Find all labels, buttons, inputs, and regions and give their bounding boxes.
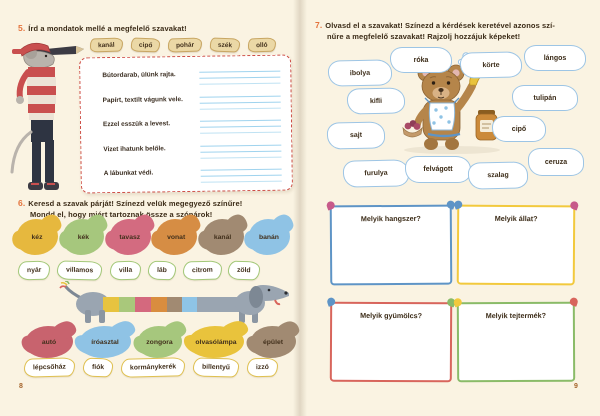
bear-nose bbox=[438, 88, 443, 92]
page-number-right: 9 bbox=[574, 383, 578, 390]
dachshund-illustration bbox=[53, 281, 290, 327]
dog-head bbox=[249, 285, 289, 308]
page-number-left: 8 bbox=[19, 383, 23, 390]
word-bubble-korte[interactable]: körte bbox=[460, 51, 523, 78]
colored-blob-row-1 bbox=[16, 219, 290, 255]
word-chip-cipo: cipő bbox=[130, 37, 160, 52]
question-box-label: Melyik gyümölcs? bbox=[360, 310, 423, 321]
white-blob-villa[interactable]: villa bbox=[109, 261, 141, 281]
colored-blob-kek bbox=[62, 219, 104, 255]
word-bubble-cipo[interactable]: cipő bbox=[492, 116, 546, 142]
sentence-row bbox=[102, 65, 280, 86]
mouse-tail bbox=[12, 132, 31, 172]
colored-blob-epulet bbox=[250, 326, 296, 358]
blob-label: autó bbox=[41, 338, 57, 346]
blob-label: íróasztal bbox=[91, 338, 119, 346]
exercise7-header bbox=[315, 20, 590, 42]
blob-label: zongora bbox=[146, 338, 173, 346]
colored-blob-zongora bbox=[137, 326, 182, 358]
word-chip-ollo: olló bbox=[248, 38, 276, 53]
word-chip-row bbox=[90, 38, 276, 52]
corner-pin-icon bbox=[453, 297, 463, 307]
exercise5-number: 5. bbox=[18, 23, 26, 33]
blob-label: olvasólámpa bbox=[195, 338, 237, 346]
word-bubble-roka[interactable]: róka bbox=[390, 47, 452, 73]
question-box-fruit[interactable] bbox=[330, 302, 452, 383]
corner-pin-icon bbox=[569, 200, 579, 210]
sentence-row bbox=[104, 163, 282, 184]
colored-blob-olvasolampa bbox=[188, 326, 244, 358]
exercise6-number: 6. bbox=[18, 198, 26, 208]
question-box-label: Melyik tejtermék? bbox=[485, 310, 547, 321]
corner-pin-icon bbox=[453, 199, 463, 209]
word-chip-szek: szék bbox=[210, 37, 241, 52]
blob-label: kék bbox=[77, 233, 90, 241]
word-bubble-tulipan[interactable]: tulipán bbox=[512, 85, 578, 111]
white-blob-lab[interactable]: láb bbox=[148, 261, 176, 281]
exercise5-title: Írd a mondatok mellé a megfelelő szavakat! bbox=[28, 24, 187, 33]
dog-colored-segments bbox=[103, 297, 197, 312]
blob-label: tavasz bbox=[119, 233, 141, 241]
question-box-dairy[interactable] bbox=[457, 302, 575, 383]
word-bubble-kifli[interactable]: kifli bbox=[347, 87, 406, 114]
corner-pin-icon bbox=[326, 200, 336, 210]
mouse-illustration bbox=[4, 40, 84, 198]
white-blob-billentyu[interactable]: billentyű bbox=[193, 357, 239, 377]
white-blob-row-1 bbox=[18, 261, 260, 280]
colored-blob-kez bbox=[16, 219, 58, 255]
bear-eye bbox=[432, 81, 435, 84]
writing-lines[interactable] bbox=[199, 65, 280, 85]
colored-blob-iroasztal bbox=[79, 326, 131, 358]
white-blob-nyar[interactable]: nyár bbox=[18, 261, 51, 281]
exercise6-title-line1: Keresd a szavak párját! Színezd velük megegyező színűre! bbox=[28, 199, 243, 208]
sentence-text: Ezzel esszük a levest. bbox=[102, 120, 171, 129]
corner-pin-icon bbox=[569, 297, 579, 307]
word-bubble-szalag[interactable]: szalag bbox=[468, 161, 529, 189]
mouse-arm bbox=[20, 72, 28, 98]
corner-pin-icon bbox=[326, 297, 336, 307]
exercise5-header bbox=[18, 23, 290, 35]
word-bubble-ibolya[interactable]: ibolya bbox=[328, 59, 393, 86]
word-bubble-langos[interactable]: lángos bbox=[524, 45, 586, 71]
word-chip-pohar: pohár bbox=[168, 37, 203, 52]
blob-label: kanál bbox=[213, 233, 232, 241]
sentence-row bbox=[103, 114, 281, 135]
white-blob-fiok[interactable]: fiók bbox=[83, 358, 114, 378]
colored-blob-tavasz bbox=[109, 219, 151, 255]
exercise7-title-line2: nűre a megfelelő szavakat! Rajzolj hozzájuk képeket! bbox=[327, 31, 521, 41]
exercise7-number: 7. bbox=[315, 20, 323, 30]
blob-label: banán bbox=[258, 233, 279, 241]
mouse-shoes bbox=[28, 182, 59, 190]
exercise6-title-line2: Mondd el, hogy miért tartoznak össze a szópárok! bbox=[30, 209, 213, 219]
white-blob-citrom[interactable]: citrom bbox=[182, 260, 221, 280]
question-box-label: Melyik állat? bbox=[494, 213, 538, 224]
sentence-row bbox=[103, 138, 281, 159]
colored-blob-kanal bbox=[202, 219, 244, 255]
writing-lines[interactable] bbox=[201, 163, 282, 183]
word-bubble-ceruza[interactable]: ceruza bbox=[528, 148, 584, 176]
dog-ear bbox=[249, 286, 263, 308]
bear-eye bbox=[447, 81, 450, 84]
sentence-text: Papírt, textilt vágunk vele. bbox=[102, 95, 183, 104]
white-blob-row-2 bbox=[24, 358, 278, 377]
blob-label: kéz bbox=[31, 233, 43, 241]
colored-blob-row-2 bbox=[25, 326, 296, 358]
sentence-text: Vizet ihatunk belőle. bbox=[103, 144, 166, 153]
colored-blob-banan bbox=[248, 219, 290, 255]
dog-nose bbox=[284, 291, 287, 294]
blob-label: vonat bbox=[167, 233, 186, 241]
sentence-text: A lábunkat védi. bbox=[103, 169, 154, 178]
white-blob-lepcsohaz[interactable]: lépcsőház bbox=[24, 357, 75, 377]
mouse-pants bbox=[31, 120, 54, 182]
word-chip-kanal: kanál bbox=[90, 37, 123, 52]
writing-lines[interactable] bbox=[200, 114, 281, 134]
exercise7-title-line1: Olvasd el a szavakat! Színezd a kérdések keretével azonos szí- bbox=[325, 21, 555, 30]
colored-blob-auto bbox=[25, 326, 73, 358]
word-bubble-furulya[interactable]: furulya bbox=[343, 159, 410, 187]
answer-card bbox=[79, 55, 293, 194]
white-blob-zold[interactable]: zöld bbox=[228, 261, 260, 281]
word-bubble-felvagott[interactable]: felvágott bbox=[405, 156, 471, 183]
writing-lines[interactable] bbox=[200, 138, 281, 158]
word-bubble-sajt[interactable]: sajt bbox=[327, 121, 386, 149]
question-box-label: Melyik hangszer? bbox=[360, 213, 421, 224]
dog-tongue bbox=[275, 300, 280, 304]
question-box-instrument[interactable] bbox=[330, 205, 453, 286]
sentence-text: Bútordarab, ülünk rajta. bbox=[102, 71, 176, 80]
white-blob-villamos[interactable]: villamos bbox=[57, 260, 103, 280]
white-blob-izzo[interactable]: izzó bbox=[247, 358, 278, 378]
sentence-row bbox=[103, 89, 281, 110]
blob-label: épület bbox=[262, 338, 284, 346]
mouse-shirt bbox=[27, 67, 56, 120]
white-blob-kormanykerek[interactable]: kormánykerék bbox=[121, 357, 186, 378]
question-box-animal[interactable] bbox=[457, 205, 576, 286]
dog-tail bbox=[60, 281, 83, 299]
colored-blob-vonat bbox=[155, 219, 197, 255]
exercise6-header bbox=[18, 198, 292, 220]
dog-eye bbox=[268, 289, 271, 292]
writing-lines[interactable] bbox=[200, 89, 281, 109]
